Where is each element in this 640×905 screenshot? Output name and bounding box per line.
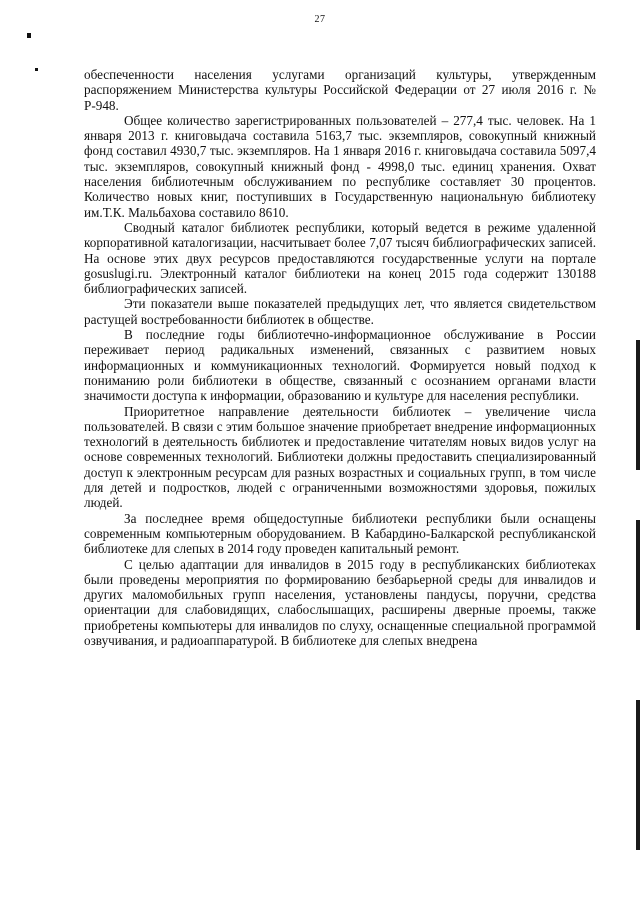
paragraph-continuation: обеспеченности населения услугами организаций культуры, утвержденным распоряжением Министерства культуры Российской Федерации от 27 июля 2016 г. № Р-948. — [84, 67, 596, 113]
paragraph-priority-direction: Приоритетное направление деятельности библиотек – увеличение числа пользователей. В связи с этим большое значение приобретает внедрение информационных технологий в деятельность библиотек и предоставление читателям новых видов услуг на основе современных технологий. Библиотеки должны предоставить специализированный доступ к электронным ресурсам для разных возрастных и социальных групп, в том числе для детей и подростков, людей с ограниченными возможностями здоровья, пожилых людей. — [84, 403, 596, 511]
scan-speck — [35, 68, 38, 71]
scan-speck — [27, 33, 31, 38]
paragraph-users-statistics: Общее количество зарегистрированных пользователей – 277,4 тыс. человек. На 1 января 2013 г. книговыдача составила 5163,7 тыс. экземпляров, совокупный книжный фонд составил 4930,7 тыс. экземпляров. На 1 января 2016 г. книговыдача составила 5097,4 тыс. экземпляров, совокупный книжный фонд - 4998,0 тыс. единиц хранения. Охват населения библиотечным обслуживанием по республике составляет 30 процентов. Количество новых книг, поступивших в Государственную национальную библиотеку им.Т.К. Мальбахова составило 8610. — [84, 112, 596, 220]
document-body — [84, 67, 596, 648]
paragraph-library-changes: В последние годы библиотечно-информационное обслуживание в России переживает период радикальных изменений, связанных с развитием новых информационных и коммуникационных технологий. Формируется новый подход к пониманию роли библиотеки в обществе, связанный с осознанием органами власти значимости доступа к информации, образованию и культуре для населения республики. — [84, 327, 596, 404]
paragraph-equipment: За последнее время общедоступные библиотеки республики были оснащены современным компьютерным оборудованием. В Кабардино-Балкарской республиканской библиотеке для слепых в 2014 году проведен капитальный ремонт. — [84, 510, 596, 557]
page-number: 27 — [314, 14, 326, 25]
scan-edge-mark — [636, 340, 640, 470]
paragraph-union-catalog: Сводный каталог библиотек республики, который ведется в режиме удаленной корпоративной каталогизации, насчитывает более 7,07 тысяч библиографических записей. На основе этих двух ресурсов предоставляются государственные услуги на портале gosuslugi.ru. Электронный каталог библиотеки на конец 2015 года содержит 130188 библиографических записей. — [84, 219, 596, 297]
scan-edge-mark — [636, 520, 640, 630]
paragraph-indicators: Эти показатели выше показателей предыдущих лет, что является свидетельством растущей востребованности библиотек в обществе. — [84, 296, 596, 327]
paragraph-accessibility: С целью адаптации для инвалидов в 2015 году в республиканских библиотеках были проведены мероприятия по формированию безбарьерной среды для инвалидов и других маломобильных групп населения, установлены пандусы, поручни, средства ориентации для слабовидящих, слабослышащих, расширены дверные проемы, также приобретены компьютеры для инвалидов по слуху, оснащенные специальной программой озвучивания, и радиоаппаратурой. В библиотеке для слепых внедрена — [84, 556, 596, 648]
scan-edge-mark — [636, 700, 640, 850]
